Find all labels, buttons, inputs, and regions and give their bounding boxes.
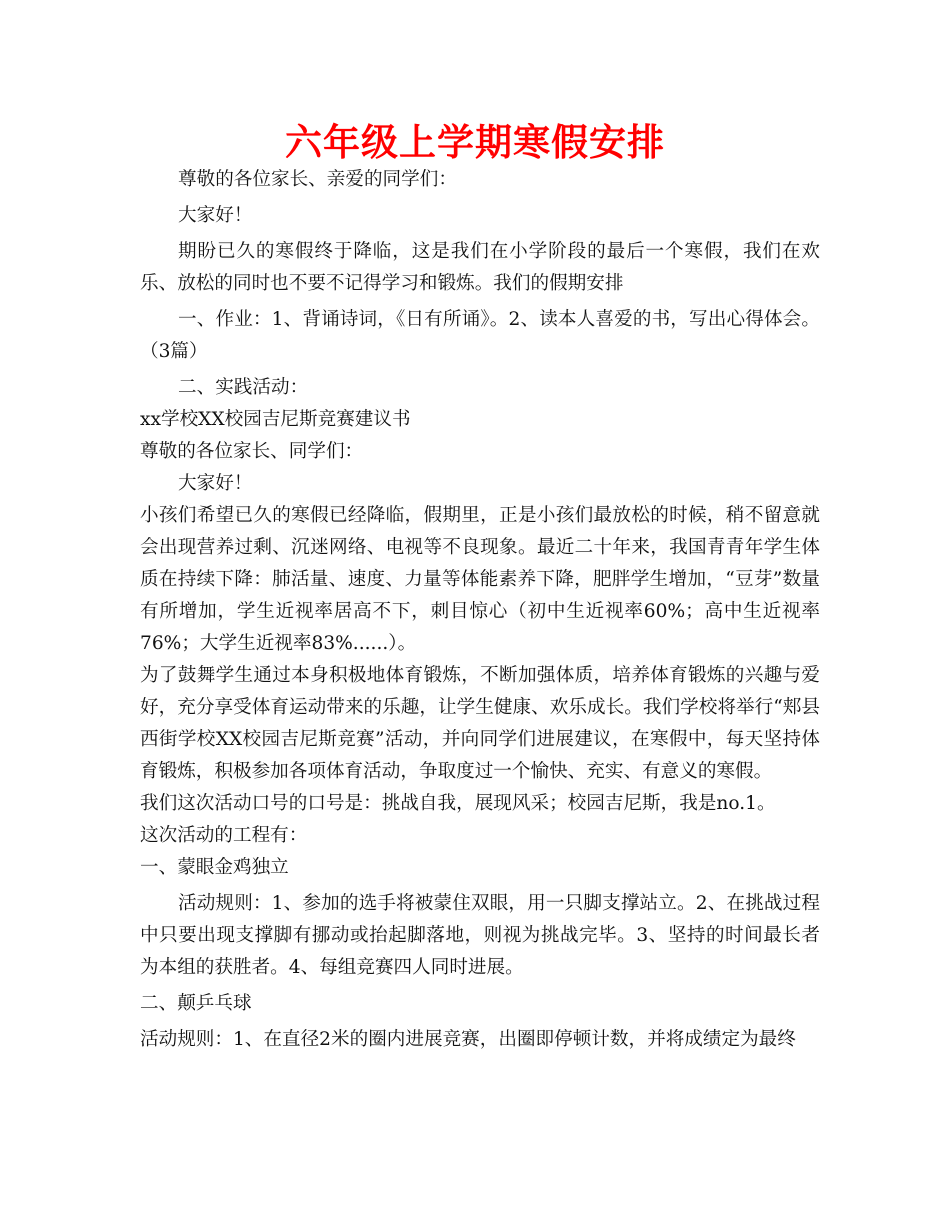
document-title: 六年级上学期寒假安排 [285,121,665,164]
event-one-rules: 活动规则：1、参加的选手将被蒙住双眼，用一只脚支撑站立。2、在挑战过程中只要出现支撑脚有挪动或抬起脚落地，则视为挑战完毕。3、坚持的时间最长者为本组的获胜者。4、每组竞赛四人同时进展。 [140,893,820,978]
proposal-greeting-parents: 尊敬的各位家长、同学们： [140,441,364,462]
greeting-parents-students: 尊敬的各位家长、亲爱的同学们： [178,169,457,190]
slogan-paragraph: 我们这次活动口号的口号是：挑战自我，展现风采；校园吉尼斯，我是no.1。 [140,793,776,814]
event-two-rules: 活动规则：1、在直径2米的圈内进展竞赛，出圈即停顿计数，并将成绩定为最终 [140,1029,796,1050]
intro-paragraph: 期盼已久的寒假终于降临，这是我们在小学阶段的最后一个寒假，我们在欢乐、放松的同时也不要不记得学习和锻炼。我们的假期安排 [140,241,820,294]
event-one-heading: 一、蒙眼金鸡独立 [140,857,289,878]
document-body [140,164,820,1056]
event-two-heading: 二、颠乒乓球 [140,993,252,1014]
proposal-greeting-hello: 大家好！ [178,473,253,494]
proposal-title: xx学校XX校园吉尼斯竞赛建议书 [140,409,411,430]
health-concern-paragraph: 小孩们希望已久的寒假已经降临，假期里，正是小孩们最放松的时候，稍不留意就会出现营养过剩、沉迷网络、电视等不良现象。最近二十年来，我国青青年学生体质在持续下降：肺活量、速度、力量等体能素养下降，肥胖学生增加，“豆芽”数量有所增加，学生近视率居高不下，刺目惊心（初中生近视率60%；高中生近视率76%；大学生近视率83%......）。 [140,505,820,654]
events-list-heading: 这次活动的工程有： [140,825,308,846]
greeting-hello: 大家好！ [178,205,253,226]
practice-activities-heading: 二、实践活动： [178,377,309,398]
homework-item: 一、作业：1、背诵诗词，《日有所诵》。2、读本人喜爱的书，写出心得体会。（3篇） [140,309,820,362]
event-announcement-paragraph: 为了鼓舞学生通过本身积极地体育锻炼，不断加强体质，培养体育锻炼的兴趣与爱好，充分享受体育运动带来的乐趣，让学生健康、欢乐成长。我们学校将举行“郏县西街学校XX校园吉尼斯竞赛”活动，并向同学们进展建议，在寒假中，每天坚持体育锻炼，积极参加各项体育活动，争取度过一个愉快、充实、有意义的寒假。 [140,665,820,782]
